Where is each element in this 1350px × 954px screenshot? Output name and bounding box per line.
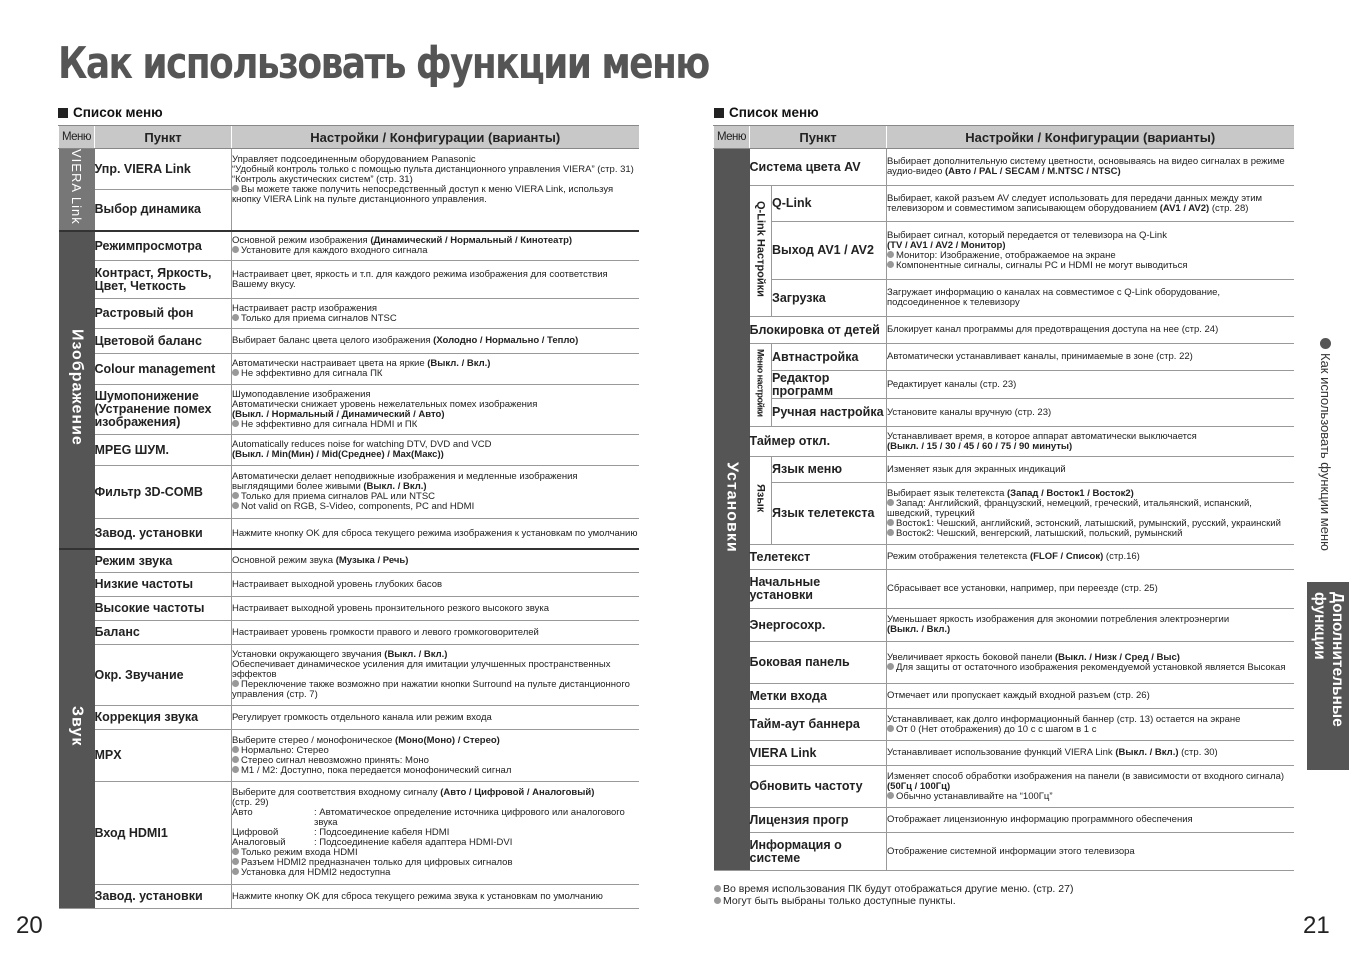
item-description: Уменьшает яркость изображения для экономии потребления электроэнергии (Выкл. / Вкл.) [887, 609, 1294, 642]
menu-item: Метки входа [750, 684, 887, 709]
item-description: Шумоподавление изображения Автоматически снижает уровень нежелательных помех изображения (Выкл. / Нормальный / Динамический / Авто) Не эффективно для сигнала HDMI и ПК [232, 385, 639, 435]
table-row [714, 149, 1294, 186]
menu-item: Система цвета AV [750, 149, 887, 186]
menu-item: Информация о системе [750, 833, 887, 871]
table-row [59, 519, 639, 549]
table-row [59, 573, 639, 597]
table-row [59, 231, 639, 261]
menu-item: Коррекция звука [95, 706, 232, 730]
footnote: Могут быть выбраны только доступные пункты. [723, 895, 956, 907]
table-row [59, 645, 639, 706]
right-menu-table [713, 125, 1294, 871]
table-row [59, 466, 639, 519]
table-row [714, 399, 1294, 427]
table-row [59, 385, 639, 435]
left-menu-table [58, 125, 639, 909]
table-row [714, 457, 1294, 483]
table-row [59, 329, 639, 354]
table-row [59, 435, 639, 466]
menu-item: Начальные установки [750, 570, 887, 609]
table-row [714, 642, 1294, 684]
item-description: Автоматически настраивает цвета на яркие (Выкл. / Вкл.) Не эффективно для сигнала ПК [232, 354, 639, 385]
col-item: Пункт [750, 126, 887, 149]
category-sound: Звук [59, 549, 95, 909]
menu-item: Режим звука [95, 549, 232, 573]
menu-item: Вход HDMI1 [95, 782, 232, 885]
left-section-heading: Список меню [58, 105, 163, 120]
menu-item: Окр. Звучание [95, 645, 232, 706]
table-row [714, 317, 1294, 344]
menu-item: Таймер откл. [750, 427, 887, 457]
table-row [714, 833, 1294, 871]
item-description: Выбирает сигнал, который передается от телевизора на Q-Link (TV / AV1 / AV2 / Монитор) Монитор: Изображение, отображаемое на экране Компонентные сигналы, сигналы PC и HDMI не могут выводиться [887, 222, 1294, 280]
item-description: Регулирует громкость отдельного канала или режим входа [232, 706, 639, 730]
category-picture: Изображение [59, 231, 95, 549]
table-row [714, 545, 1294, 570]
item-description: Автоматически устанавливает каналы, принимаемые в зоне (стр. 22) [887, 344, 1294, 371]
menu-item: Завод. установки [95, 885, 232, 909]
item-description: Устанавливает время, в которое аппарат автоматически выключается (Выкл. / 15 / 30 / 45 / 60 / 75 / 90 минуты) [887, 427, 1294, 457]
item-description: Устанавливает, как долго информационный баннер (стр. 13) остается на экране От 0 (Нет отображения) до 10 с с шагом в 1 с [887, 709, 1294, 741]
item-description: Установите каналы вручную (стр. 23) [887, 399, 1294, 427]
menu-item: Растровый фон [95, 299, 232, 329]
table-row [59, 149, 639, 190]
table-row [59, 549, 639, 573]
item-description: Выбирает, какой разъем AV следует использовать для передачи данных между этим телевизором и совместимом записывающем оборудованием (AV1 / AV2) (стр. 28) [887, 186, 1294, 222]
item-description: Изменяет способ обработки изображения на панели (в зависимости от входного сигнала) (50Гц / 100Гц) Обычно устанавливайте на “100Гц” [887, 766, 1294, 808]
item-description: Загружает информацию о каналах на совместимое с Q-Link оборудование, подсоединенное к телевизору [887, 280, 1294, 317]
menu-item: Энергосохр. [750, 609, 887, 642]
page-title: Как использовать функции меню [58, 38, 709, 89]
header-row [59, 126, 639, 149]
sidebar-tab[interactable]: Дополнительные функции [1307, 582, 1349, 770]
item-description: Отображает лицензионную информацию программного обеспечения [887, 808, 1294, 833]
page-number-left: 20 [16, 912, 43, 939]
col-settings: Настройки / Конфигурации (варианты) [232, 126, 639, 149]
category-viera-link: VIERA Link [59, 149, 95, 231]
item-description: Настраивает уровень громкости правого и левого громкоговорителей [232, 621, 639, 645]
table-row [59, 261, 639, 299]
menu-item: MPEG ШУМ. [95, 435, 232, 466]
menu-item: Завод. установки [95, 519, 232, 549]
col-menu: Меню [714, 126, 750, 149]
menu-item: Шумопонижение (Устранение помех изображения) [95, 385, 232, 435]
menu-item: Боковая панель [750, 642, 887, 684]
item-description: Сбрасывает все установки, например, при переезде (стр. 25) [887, 570, 1294, 609]
item-description: Редактирует каналы (стр. 23) [887, 371, 1294, 399]
item-description: Блокирует канал программы для предотвращения доступа на нее (стр. 24) [887, 317, 1294, 344]
menu-item: VIERA Link [750, 741, 887, 766]
menu-item: Контраст, Яркость, Цвет, Четкость [95, 261, 232, 299]
menu-item: Баланс [95, 621, 232, 645]
category-setup: Установки [714, 149, 750, 871]
item-description: Настраивает цвет, яркость и т.п. для каждого режима изображения для соответствия Вашему вкусу. [232, 261, 639, 299]
item-description: Настраивает выходной уровень глубоких басов [232, 573, 639, 597]
item-description: Управляет подсоединенным оборудованием Panasonic “Удобный контроль только с помощью пульта дистанционного управления VIERA” (стр. 31) “Контроль акустических систем” (стр. 31) Вы можете также получить непосредственный доступ к меню VIERA Link, используя кнопку VIERA Link на пульте дистанционного управления. [232, 149, 639, 231]
subcategory-qlink: Q-Link Настройки [750, 186, 772, 317]
right-section-heading: Список меню [714, 105, 819, 120]
item-description: Нажмите кнопку OK для сброса текущего режима звука к установкам по умолчанию [232, 885, 639, 909]
menu-item: Режимпросмотра [95, 231, 232, 261]
header-row [714, 126, 1294, 149]
menu-item: Тайм-аут баннера [750, 709, 887, 741]
item-description: Устанавливает использование функций VIERA Link (Выкл. / Вкл.) (стр. 30) [887, 741, 1294, 766]
item-description: Выбирает баланс цвета целого изображения (Холодно / Нормально / Тепло) [232, 329, 639, 354]
table-row [714, 427, 1294, 457]
table-row [714, 609, 1294, 642]
table-row [714, 483, 1294, 545]
menu-item: Блокировка от детей [750, 317, 887, 344]
table-row [714, 570, 1294, 609]
col-menu: Меню [59, 126, 95, 149]
item-description: Автоматически делает неподвижные изображения и медленные изображения выглядящими более живыми (Выкл. / Вкл.) Только для приема сигналов PAL или NTSC Not valid on RGB, S-Video, components, PC and HDMI [232, 466, 639, 519]
table-row [59, 597, 639, 621]
menu-item: Язык телетекста [772, 483, 887, 545]
col-item: Пункт [95, 126, 232, 149]
menu-item: Фильтр 3D-COMB [95, 466, 232, 519]
menu-item: Ручная настройка [772, 399, 887, 427]
menu-item: MPX [95, 730, 232, 782]
table-row [59, 706, 639, 730]
menu-item: Упр. VIERA Link [95, 149, 232, 190]
menu-item: Обновить частоту [750, 766, 887, 808]
menu-item: Colour management [95, 354, 232, 385]
menu-item: Цветовой баланс [95, 329, 232, 354]
item-description: Настраивает выходной уровень пронзительного резкого высокого звука [232, 597, 639, 621]
item-description: Нажмите кнопку OK для сброса текущего режима изображения к установкам по умолчанию [232, 519, 639, 549]
col-settings: Настройки / Конфигурации (варианты) [887, 126, 1294, 149]
item-description: Изменяет язык для экранных индикаций [887, 457, 1294, 483]
table-row [714, 808, 1294, 833]
footnotes [714, 883, 1073, 907]
item-description: Увеличивает яркость боковой панели (Выкл. / Низк / Сред / Выс) Для защиты от остаточного изображения рекомендуемой установкой является Высокая [887, 642, 1294, 684]
item-description: Установки окружающего звучания (Выкл. / Вкл.) Обеспечивает динамическое усиления для имитации улучшенных пространственных эффектов Переключение также возможно при нажатии кнопки Surround на пульте дистанционного управления (стр. 7) [232, 645, 639, 706]
table-row [59, 730, 639, 782]
table-row [714, 684, 1294, 709]
item-description: Выберите стерео / монофоническое (Моно(Моно) / Стерео) Нормально: Стерео Стерео сигнал невозможно принять: Моно M1 / M2: Доступно, пока передается монофонический сигнал [232, 730, 639, 782]
subcategory-language: Язык [750, 457, 772, 545]
table-row [714, 186, 1294, 222]
table-row [714, 709, 1294, 741]
table-row [59, 885, 639, 909]
item-description: Режим отображения телетекста (FLOF / Список) (стр.16) [887, 545, 1294, 570]
item-description: Выберите для соответствия входному сигналу (Авто / Цифровой / Аналоговый) (стр. 29) Авто : Автоматическое определение источника цифрового или аналогового звука Цифровой : Подсоединение кабеля HDMI Аналоговый : Подсоединение кабеля адаптера HDMI-DVI Только режим входа HDMI Разъем HDMI2 предназначен только для цифровых сигналов Установка для HDMI2 недоступна [232, 782, 639, 885]
menu-item: Лицензия прогр [750, 808, 887, 833]
item-description: Отмечает или пропускает каждый входной разъем (стр. 26) [887, 684, 1294, 709]
menu-item: Автнастройка [772, 344, 887, 371]
item-description: Основной режим изображения (Динамический / Нормальный / Кинотеатр) Установите для каждого входного сигнала [232, 231, 639, 261]
item-description: Отображение системной информации этого телевизора [887, 833, 1294, 871]
menu-item: Выход AV1 / AV2 [772, 222, 887, 280]
menu-item: Высокие частоты [95, 597, 232, 621]
table-row [714, 741, 1294, 766]
menu-item: Редактор программ [772, 371, 887, 399]
table-row [714, 280, 1294, 317]
table-row [714, 344, 1294, 371]
table-row [714, 222, 1294, 280]
page-number-right: 21 [1303, 912, 1330, 939]
subcategory-tuning: Меню настройки [750, 344, 772, 427]
table-row [59, 621, 639, 645]
item-description: Настраивает растр изображения Только для приема сигналов NTSC [232, 299, 639, 329]
table-row [59, 354, 639, 385]
menu-item: Низкие частоты [95, 573, 232, 597]
menu-item: Загрузка [772, 280, 887, 317]
item-description: Automatically reduces noise for watching DTV, DVD and VCD (Выкл. / Min(Мин) / Mid(Среднее) / Max(Макс)) [232, 435, 639, 466]
menu-item: Телетекст [750, 545, 887, 570]
item-description: Основной режим звука (Музыка / Речь) [232, 549, 639, 573]
table-row [714, 766, 1294, 808]
menu-item: Выбор динамика [95, 190, 232, 231]
menu-item: Q-Link [772, 186, 887, 222]
footnote: Во время использования ПК будут отображаться другие меню. (стр. 27) [723, 883, 1074, 895]
table-row [59, 299, 639, 329]
item-description: Выбирает дополнительную систему цветности, основываясь на видео сигналах в режиме аудио-видео (Авто / PAL / SECAM / M.NTSC / NTSC) [887, 149, 1294, 186]
table-row [59, 782, 639, 885]
menu-item: Язык меню [772, 457, 887, 483]
table-row [714, 371, 1294, 399]
sidebar-current-section: Как использовать функции меню [1318, 338, 1333, 556]
item-description: Выбирает язык телетекста (Запад / Восток1 / Восток2) Запад: Английский, французский, немецкий, греческий, итальянский, испанский, шведский, турецкий Восток1: Чешский, английский, эстонский, латышский, румынский, русский, украинский Восток2: Чешский, венгерский, латышский, польский, румынский [887, 483, 1294, 545]
